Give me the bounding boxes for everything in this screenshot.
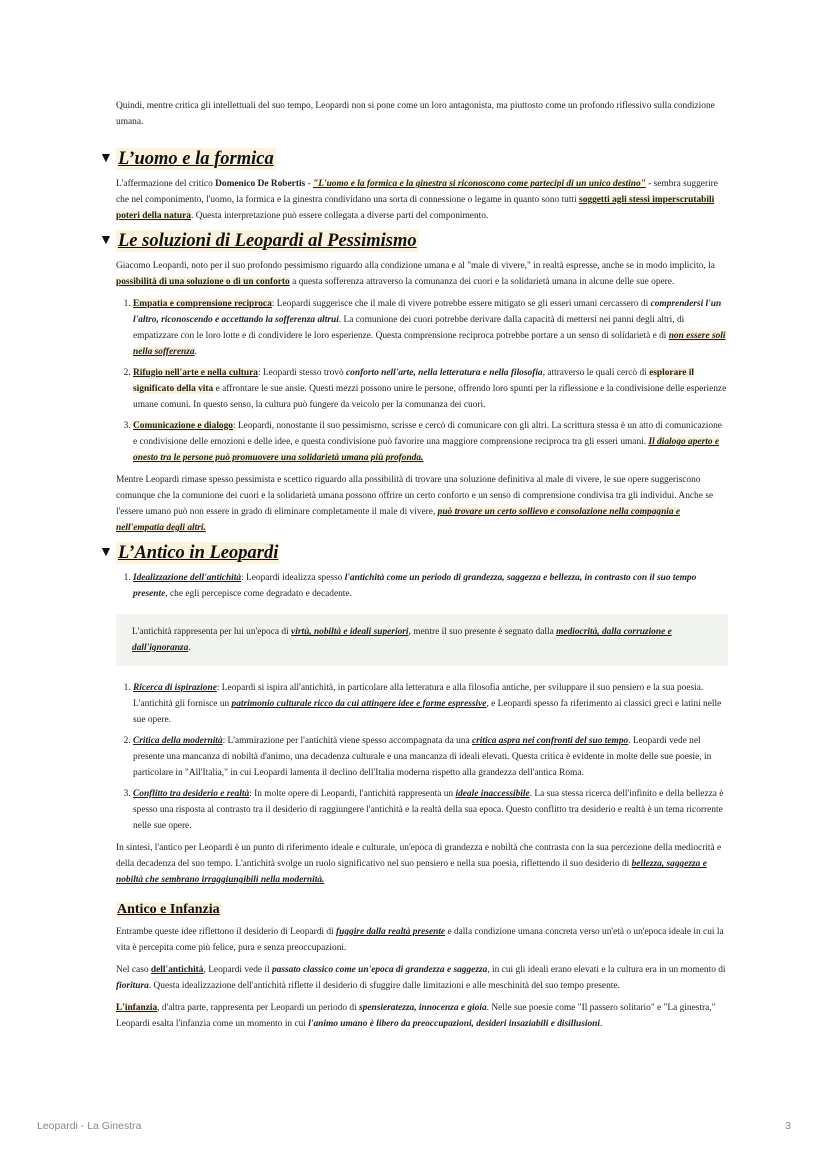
paragraph: In sintesi, l'antico per Leopardi è un punto di riferimento ideale e culturale, un'epoca di grandezza e nobiltà che contrasta con la sua percezione della mediocrità e della decadenza del suo tempo. L'antichità svolge un ruolo significativo nel suo pensiero e nella sua poesia, riflettendo il suo desiderio di bellezza, saggezza e nobiltà che sembrano irraggiungibili nella modernità.	[116, 843, 722, 885]
footer-page-number: 3	[785, 1120, 791, 1132]
numbered-list	[116, 680, 728, 834]
footer-document-title: Leopardi - La Ginestra	[37, 1120, 142, 1132]
paragraph: L'infanzia, d'altra parte, rappresenta per Leopardi un periodo di spensieratezza, innocenza e gioia. Nelle sue poesie come "Il passero solitario" e "La ginestra," Leopardi esalta l'infanzia come un momento in cui l'animo umano è libero da preoccupazioni, desideri insaziabili e disillusioni.	[116, 1003, 716, 1029]
heading-text: Le soluzioni di Leopardi al Pessimismo	[118, 231, 417, 251]
toggle-triangle-icon[interactable]: ▼	[99, 151, 113, 166]
list-item: 3. Conflitto tra desiderio e realtà: In molte opere di Leopardi, l'antichità rappresenta un ideale inaccessibile. La sua stessa ricerca dell'infinito e della bellezza è spesso una risposta al contrasto tra il desiderio di raggiungere l'antichità e la realtà della sua epoca. Questo conflitto tra desiderio e realtà è un tema ricorrente nelle sue opere.	[133, 786, 728, 834]
toggle-triangle-icon[interactable]: ▼	[99, 545, 113, 560]
paragraph: L'affermazione del critico Domenico De Robertis - "L'uomo e la formica e la ginestra si riconoscono come partecipi di un unico destino" - sembra suggerire che nel componimento, l'uomo, la formica e la ginestra condividano una sorta di connessione o legame in quanto sono tutti soggetti agli stessi imperscrutabili poteri della natura. Questa interpretazione può essere collegata a diverse parti del componimento.	[116, 179, 718, 221]
intro-paragraph: Quindi, mentre critica gli intellettuali del suo tempo, Leopardi non si pone come un loro antagonista, ma piuttosto come un profondo riflessivo sulla condizione umana.	[116, 101, 715, 127]
paragraph: Entrambe queste idee riflettono il desiderio di Leopardi di fuggire dalla realtà presente e dalla condizione umana concreta verso un'età o un'epoca ideale in cui la vita è percepita come più felice, pura e senza preoccupazioni.	[116, 927, 724, 953]
toggle-triangle-icon[interactable]: ▼	[99, 233, 113, 248]
numbered-list	[116, 570, 728, 602]
callout-block: L'antichità rappresenta per lui un'epoca di virtù, nobiltà e ideali superiori, mentre il suo presente è segnato dalla mediocrità, dalla corruzione e dall'ignoranza.	[116, 614, 728, 666]
toggle-heading-antico[interactable]	[99, 542, 728, 564]
highlight: soggetti agli stessi imperscrutabili poteri della natura	[116, 195, 715, 221]
heading-text: L’uomo e la formica	[118, 149, 274, 169]
heading-text: L’Antico in Leopardi	[118, 543, 279, 563]
subheading-antico-infanzia: Antico e Infanzia	[117, 902, 220, 917]
list-item: 1. Empatia e comprensione reciproca: Leopardi suggerisce che il male di vivere potrebbe essere mitigato se gli esseri umani cercassero di comprendersi l'un l'altro, riconoscendo e accettando la sofferenza altrui. La comunione dei cuori potrebbe derivare dalla capacità di mettersi nei panni degli altri, di empatizzare con le loro lotte e di condividere le loro esperienze. Questa comprensione reciproca potrebbe portare a un senso di solidarietà e di non essere soli nella sofferenza.	[133, 296, 728, 360]
list-item: 1. Idealizzazione dell'antichità: Leopardi idealizza spesso l'antichità come un periodo di grandezza, saggezza e bellezza, in contrasto con il suo tempo presente, che egli percepisce come degradato e decadente.	[133, 570, 728, 602]
list-item: 2. Critica della modernità: L'ammirazione per l'antichità viene spesso accompagnata da una critica aspra nei confronti del suo tempo. Leopardi vede nel presente una mancanza di nobiltà d'animo, una decadenza culturale e una mancanza di ideali elevati. Questa critica è evidente in molte delle sue poesie, in particolare in "All'Italia," in cui Leopardi lamenta il declino dell'Italia moderna rispetto alla grandezza dell'antica Roma.	[133, 733, 728, 781]
list-item: 2. Rifugio nell'arte e nella cultura: Leopardi stesso trovò conforto nell'arte, nella letteratura e nella filosofia, attraverso le quali cercò di esplorare il significato della vita e affrontare le sue ansie. Questi mezzi possono unire le persone, offrendo loro spunti per la riflessione e la condivisione delle esperienze umane comuni. In questo senso, la cultura può fungere da veicolo per la comunanza dei cuori.	[133, 365, 728, 413]
page-content	[99, 98, 728, 1038]
numbered-list	[116, 296, 728, 466]
paragraph: Nel caso dell'antichità, Leopardi vede il passato classico come un'epoca di grandezza e saggezza, in cui gli ideali erano elevati e la cultura era in un momento di fioritura. Questa idealizzazione dell'antichità riflette il desiderio di sfuggire dalle limitazioni e alle meschinità del suo tempo presente.	[116, 965, 726, 991]
list-item: 3. Comunicazione e dialogo: Leopardi, nonostante il suo pessimismo, scrisse e cercò di comunicare con gli altri. La scrittura stessa è un atto di comunicazione e condivisione delle emozioni e delle idee, e questa condivisione può favorire una maggiore comprensione reciproca tra gli esseri umani. Il dialogo aperto e onesto tra le persone può promuovere una solidarietà umana più profonda.	[133, 418, 728, 466]
toggle-heading-soluzioni[interactable]	[99, 230, 728, 252]
paragraph: Mentre Leopardi rimase spesso pessimista e scettico riguardo alla possibilità di trovare una soluzione definitiva al male di vivere, le sue opere suggeriscono comunque che la comunione dei cuori e la solidarietà umana possono offrire un certo conforto e un senso di comprensione condivisa tra gli individui. Anche se l'essere umano può non essere in grado di eliminare completamente il male di vivere, può trovare un certo sollievo e consolazione nella compagnia e nell'empatia degli altri.	[116, 475, 714, 533]
toggle-heading-uomo-formica[interactable]	[99, 148, 728, 170]
paragraph: Giacomo Leopardi, noto per il suo profondo pessimismo riguardo alla condizione umana e al "male di vivere," in realtà espresse, anche se in modo implicito, la possibilità di una soluzione o di un conforto a questa sofferenza attraverso la comunanza dei cuori e la solidarietà umana in alcune delle sue opere.	[116, 261, 715, 287]
highlighted-quote: "L'uomo e la formica e la ginestra si riconoscono come partecipi di un unico destino"	[313, 179, 646, 189]
list-item: 1. Ricerca di ispirazione: Leopardi si ispira all'antichità, in particolare alla letteratura e alla filosofia antiche, per sviluppare il suo pensiero e la sua poesia. L'antichità gli fornisce un patrimonio culturale ricco da cui attingere idee e forme espressive, e Leopardi spesso fa riferimento ai classici greci e latini nelle sue opere.	[133, 680, 728, 728]
highlight: possibilità di una soluzione o di un conforto	[116, 277, 290, 287]
